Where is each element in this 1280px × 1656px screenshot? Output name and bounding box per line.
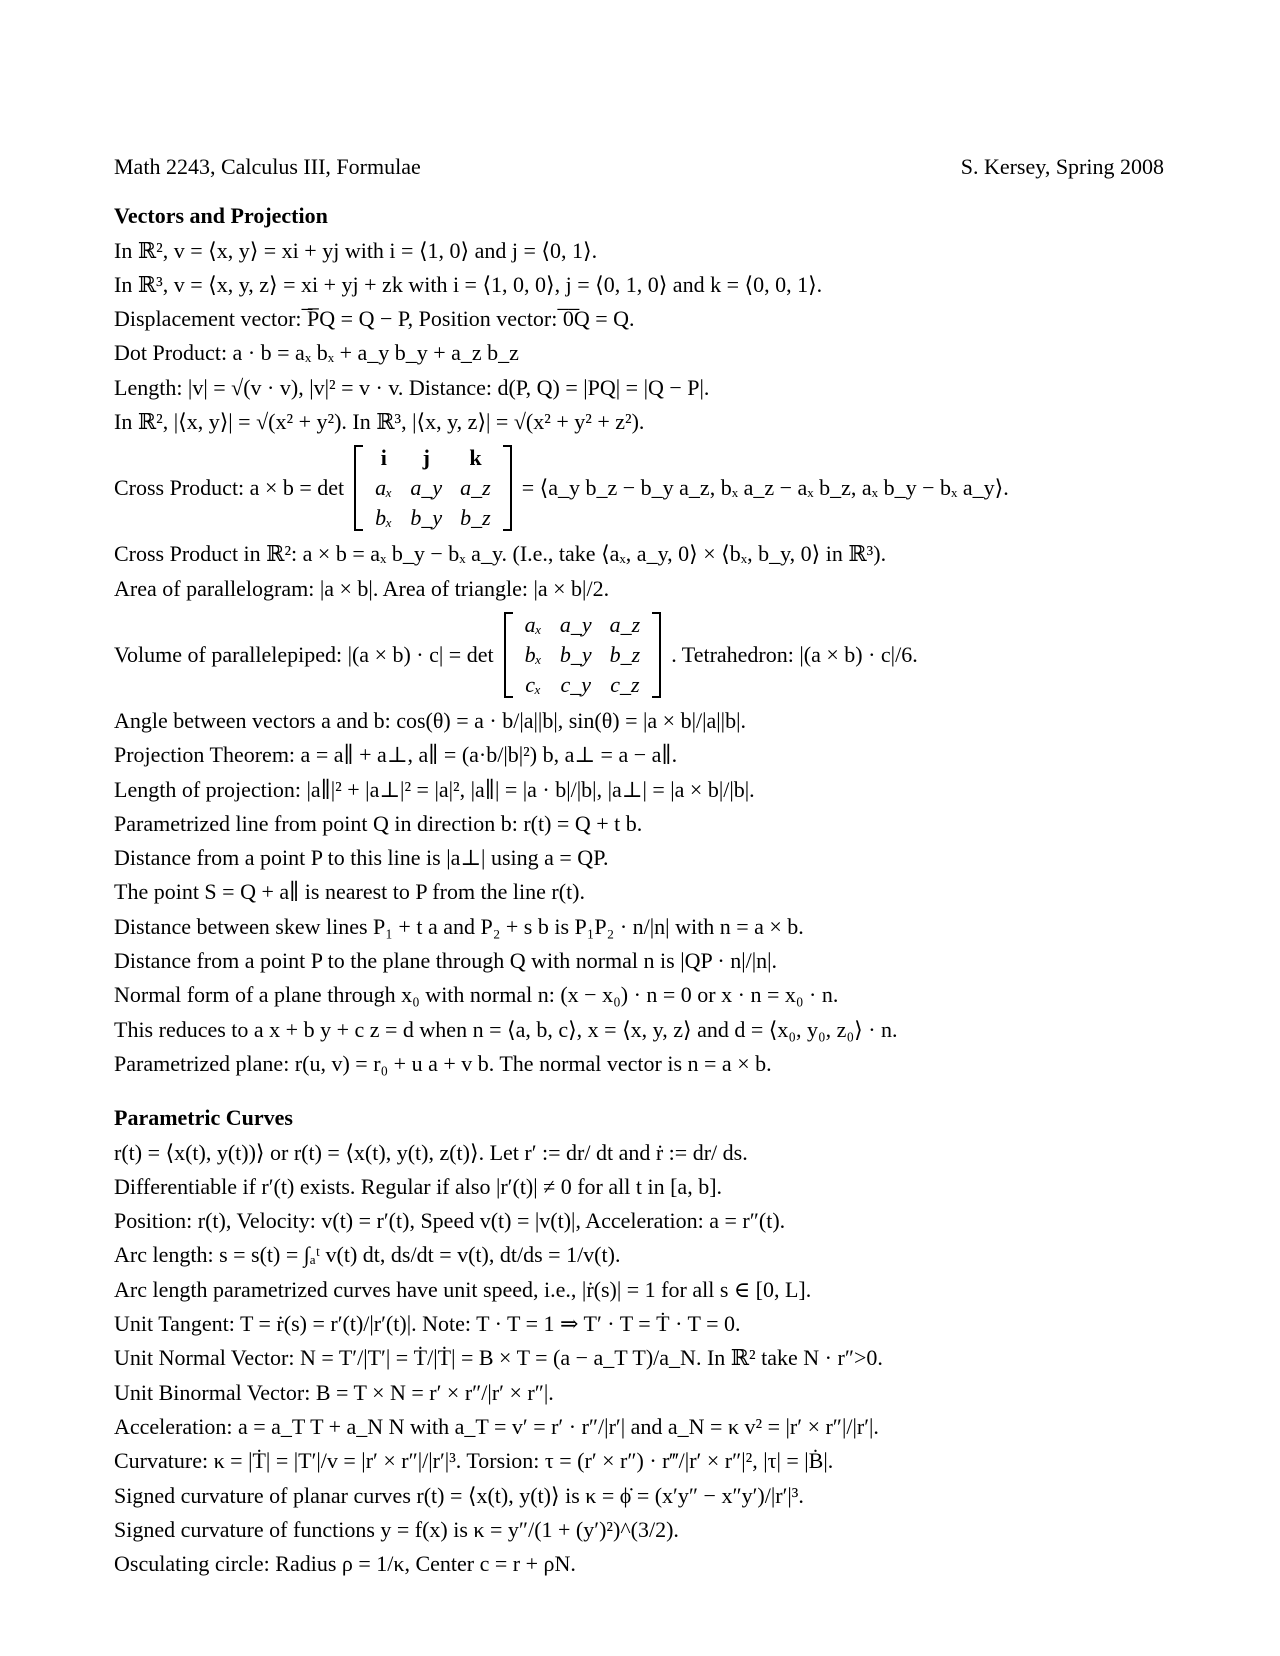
section-title-vectors: Vectors and Projection [114,203,328,229]
formula-line: Arc length: s = s(t) = ∫ₐᵗ v(t) dt, ds/dt = v(t), dt/ds = 1/v(t). [114,1242,621,1268]
formula-line: Projection Theorem: a = a∥ + a⊥, a∥ = (a·b/|b|²) b, a⊥ = a − a∥. [114,742,678,768]
course-title: Math 2243, Calculus III, Formulae [114,154,421,179]
formula-line: Length: |v| = √(v · v), |v|² = v · v. Distance: d(P, Q) = |PQ| = |Q − P|. [114,374,710,400]
formula-line: Dot Product: a · b = aₓ bₓ + a_y b_y + a_z b_z [114,340,519,366]
formula-line: Parametrized line from point Q in direction b: r(t) = Q + t b. [114,810,643,836]
formula-line: In ℝ², v = ⟨x, y⟩ = xi + yj with i = ⟨1, 0⟩ and j = ⟨0, 1⟩. [114,237,598,263]
matrix-cell: cₓ [525,671,542,697]
cross-product-formula [114,443,1164,533]
cross-product-matrix [354,443,512,533]
volume-formula [114,610,1164,700]
formula-line: Unit Binormal Vector: B = T × N = r′ × r″/|r′ × r″|. [114,1379,554,1405]
matrix-cell: a_y [559,611,592,637]
matrix-cell: b_y [410,505,443,531]
formula-line: Cross Product in ℝ²: a × b = aₓ b_y − bₓ a_y. (I.e., take ⟨aₓ, a_y, 0⟩ × ⟨bₓ, b_y, 0⟩ in ℝ³). [114,541,887,567]
formula-line: Displacement vector: ̅P̅Q = Q − P, Position vector: ̅0̅Q = Q. [114,306,635,332]
formula-line: Signed curvature of planar curves r(t) = ⟨x(t), y(t)⟩ is κ = ϕ̇ = (x′y″ − x″y′)/|r′|³. [114,1482,804,1508]
formula-line: Unit Tangent: T = ṙ(s) = r′(t)/|r′(t)|. Note: T · T = 1 ⇒ T′ · T = Ṫ · T = 0. [114,1311,741,1337]
formula-line: Length of projection: |a∥|² + |a⊥|² = |a|², |a∥| = |a · b|/|b|, |a⊥| = |a × b|/|b|. [114,776,755,802]
matrix-cell: b_z [609,641,641,667]
matrix-cell: aₓ [524,611,542,637]
formula-line: Normal form of a plane through x₀ with normal n: (x − x₀) · n = 0 or x · n = x₀ · n. [114,982,839,1008]
cross-product-suffix: = ⟨a_y b_z − b_y a_z, bₓ a_z − aₓ b_z, aₓ b_y − bₓ a_y⟩. [521,475,1009,501]
formula-line: This reduces to a x + b y + c z = d when n = ⟨a, b, c⟩, x = ⟨x, y, z⟩ and d = ⟨x₀, y₀, z₀⟩ · n. [114,1016,898,1042]
matrix-cell: c_y [560,671,591,697]
formula-line: The point S = Q + a∥ is nearest to P from the line r(t). [114,879,586,905]
formula-line: In ℝ², |⟨x, y⟩| = √(x² + y²). In ℝ³, |⟨x, y, z⟩| = √(x² + y² + z²). [114,409,645,435]
matrix-cell: a_z [609,611,641,637]
volume-suffix: . Tetrahedron: |(a × b) · c|/6. [671,641,918,667]
formula-sheet [114,150,1164,1581]
section-divider [114,1081,1164,1101]
matrix-cell: b_y [559,641,592,667]
matrix-cell: b_z [460,505,491,531]
header [114,150,1164,184]
formula-line: Curvature: κ = |Ṫ| = |T′|/v = |r′ × r″|/|r′|³. Torsion: τ = (r′ × r″) · r‴/|r′ × r″|², |τ| = |Ḃ|. [114,1448,834,1474]
formula-line: Unit Normal Vector: N = T′/|T′| = Ṫ/|Ṫ| = B × T = (a − a_T T)/a_N. In ℝ² take N · r″>0. [114,1345,883,1371]
formula-line: In ℝ³, v = ⟨x, y, z⟩ = xi + yj + zk with i = ⟨1, 0, 0⟩, j = ⟨0, 1, 0⟩ and k = ⟨0, 0, 1⟩. [114,271,823,297]
formula-line: r(t) = ⟨x(t), y(t))⟩ or r(t) = ⟨x(t), y(t), z(t)⟩. Let r′ := dr/ dt and ṙ := dr/ ds. [114,1139,748,1165]
formula-line: Angle between vectors a and b: cos(θ) = a · b/|a||b|, sin(θ) = |a × b|/|a||b|. [114,707,746,733]
matrix-cell: i [380,445,387,471]
formula-line: Area of parallelogram: |a × b|. Area of triangle: |a × b|/2. [114,575,610,601]
author-term: S. Kersey, Spring 2008 [960,154,1164,179]
formula-line: Distance from a point P to the plane through Q with normal n is |QP · n|/|n|. [114,948,778,974]
formula-line: Osculating circle: Radius ρ = 1/κ, Center c = r + ρN. [114,1551,576,1577]
matrix-cell: bₓ [375,505,393,531]
matrix-cell: a_z [460,475,491,501]
matrix-cell: c_z [610,671,640,697]
section-vectors [114,199,1164,1081]
matrix-cell: j [422,445,430,471]
matrix-cell: aₓ [375,475,393,501]
formula-line: Arc length parametrized curves have unit speed, i.e., |ṙ(s)| = 1 for all s ∈ [0, L]. [114,1276,812,1302]
volume-matrix [504,610,662,700]
section-title-curves: Parametric Curves [114,1105,293,1131]
formula-line: Parametrized plane: r(u, v) = r₀ + u a + v b. The normal vector is n = a × b. [114,1050,772,1076]
formula-line: Distance from a point P to this line is |a⊥| using a = QP. [114,845,609,871]
cross-product-prefix: Cross Product: a × b = det [114,475,345,501]
formula-line: Distance between skew lines P₁ + t a and P₂ + s b is P₁P₂ · n/|n| with n = a × b. [114,913,804,939]
formula-line: Signed curvature of functions y = f(x) is κ = y″/(1 + (y′)²)^(3/2). [114,1516,679,1542]
formula-line: Position: r(t), Velocity: v(t) = r′(t), Speed v(t) = |v(t)|, Acceleration: a = r″(t). [114,1208,786,1234]
matrix-cell: a_y [410,475,443,501]
section-curves [114,1101,1164,1581]
matrix-cell: bₓ [524,641,542,667]
formula-line: Acceleration: a = a_T T + a_N N with a_T = v′ = r′ · r″/|r′| and a_N = κ v² = |r′ × r″|/|r′|. [114,1413,879,1439]
matrix-cell: k [469,445,482,471]
formula-line: Differentiable if r′(t) exists. Regular if also |r′(t)| ≠ 0 for all t in [a, b]. [114,1173,723,1199]
volume-prefix: Volume of parallelepiped: |(a × b) · c| = det [114,641,494,667]
